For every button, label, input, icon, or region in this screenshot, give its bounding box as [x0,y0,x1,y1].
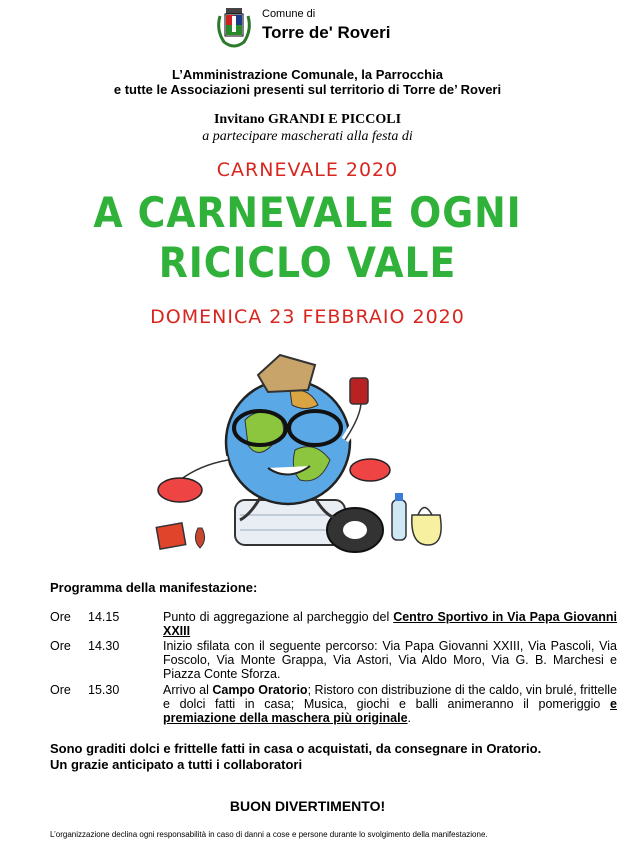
recycling-earth-illustration [140,350,450,570]
program-description: Arrivo al Campo Oratorio; Ristoro con distribuzione di the caldo, vin brulé, frittelle e dolci fatti in casa; Musica, giochi e balli animeranno il pomeriggio e premiazione della maschera più originale. [163,683,617,725]
event-title-line-2: RICICLO VALE [158,238,457,287]
program-ore-label: Ore [50,610,71,624]
intro-line-1: L’Amministrazione Comunale, la Parrocchia [172,67,443,82]
program-time: 14.15 [88,610,120,624]
program-ore-label: Ore [50,683,71,697]
closing-line-2: Un grazie anticipato a tutti i collaboratori [50,757,303,772]
program-ore-label: Ore [50,639,71,653]
program-time: 14.30 [88,639,120,653]
event-date: DOMENICA 23 FEBBRAIO 2020 [150,306,465,328]
footer-disclaimer: L’organizzazione declina ogni responsabilità in caso di danni a cose e persone durante lo svolgimento della manifestazione. [50,830,488,839]
buon-divertimento: BUON DIVERTIMENTO! [229,798,386,814]
program-description: Inizio sfilata con il seguente percorso: Via Papa Giovanni XXIII, Via Pascoli, Via Foscolo, Via Monte Grappa, Via Astori, Via Aldo Moro, Via G. B. Marchesi e Piazza Conte Sforza. [163,639,617,681]
intro-line-2: e tutte le Associazioni presenti sul territorio di Torre de’ Roveri [113,82,502,97]
invite-line-1: Invitano GRANDI E PICCOLI [213,112,402,127]
event-title-line-1: A CARNEVALE OGNI [93,188,522,237]
program-description: Punto di aggregazione al parcheggio del Centro Sportivo in Via Papa Giovanni XXIII [163,610,617,638]
program-time: 15.30 [88,683,120,697]
comune-name: Torre de' Roveri [262,23,391,42]
closing-line-1: Sono graditi dolci e frittelle fatti in casa o acquistati, da consegnare in Oratorio. [50,741,542,756]
coat-of-arms-icon [214,6,254,50]
invite-line-2: a partecipare mascherati alla festa di [202,129,413,144]
program-heading: Programma della manifestazione: [50,580,258,595]
event-name: CARNEVALE 2020 [216,159,399,181]
comune-prefix: Comune di [262,8,316,20]
